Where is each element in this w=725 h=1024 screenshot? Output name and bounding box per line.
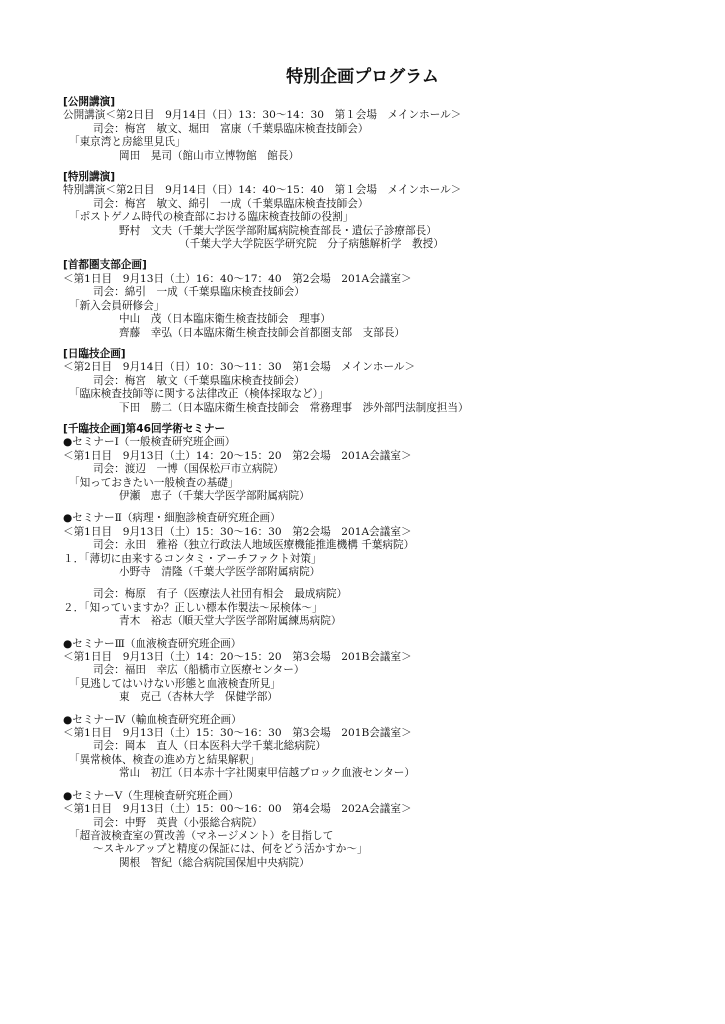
section-heading: [公開講演] [63,96,116,108]
seminar-5 [63,790,683,870]
speaker: 中山 茂（日本臨床衛生検査技師会 理事） [119,313,331,326]
session-info: ＜第1日目 9月13日（土）15：00～16：00 第4会場 202A会議室＞ [63,803,412,816]
seminar-2 [63,512,683,628]
chair: 司会：中野 英貴（小張総合病院） [93,816,263,829]
chair: 司会：永田 雅裕（独立行政法人地域医療機能推進機構 千葉病院） [93,539,415,552]
speaker: 関根 智紀（総合病院国保旭中央病院） [119,856,310,869]
session-info: ＜第1日目 9月13日（土）15：30～16：30 第2会場 201A会議室＞ [63,525,412,538]
speaker: 青木 裕志（順天堂大学医学部附属練馬病院） [119,615,342,628]
section-seminars [63,423,683,870]
seminar-3 [63,638,683,705]
lecture-title: 「東京湾と房総里見氏」 [69,136,186,149]
speaker: 下田 勝二（日本臨床衛生検査技師会 常務理事 渉外部門法制度担当） [119,401,469,414]
section-special-lecture [63,171,683,251]
lecture-title: １．「薄切に由来するコンタミ・アーチファクト対策」 [63,552,322,565]
lecture-title: 「知っておきたい一般検査の基礎」 [69,476,239,489]
lecture-title: 「見逃してはいけない形態と血液検査所見」 [69,677,281,690]
section-metropolitan-branch [63,259,683,339]
session-info: ＜第1日目 9月13日（土）14：20～15：20 第3会場 201B会議室＞ [63,651,412,664]
lecture-title: 「異常検体、検査の進め方と結果解釈」 [69,753,260,766]
seminar-title: ●セミナーⅤ（生理検査研究班企画） [63,789,239,802]
program-document [63,96,683,878]
lecture-subtitle: ～スキルアップと精度の保証には、何をどう活かすか～」 [93,843,368,856]
chair: 司会：渡辺 一博（国保松戸市立病院） [93,463,284,476]
speaker: 齊藤 幸弘（日本臨床衛生検査技師会首都圏支部 支部長） [119,326,406,339]
lecture-title: ２．「知っていますか？正しい標本作製法～尿検体～」 [63,601,323,614]
lecture-title: 「超音波検査室の質改善（マネージメント）を目指して [69,829,334,842]
session-info: ＜第1日目 9月13日（土）16：40～17：40 第2会場 201A会議室＞ [63,272,412,285]
section-public-lecture [63,96,683,163]
session-info: ＜第1日目 9月13日（土）14：20～15：20 第2会場 201A会議室＞ [63,449,412,462]
chair: 司会：梅原 有子（医療法人社団有相会 最成病院） [93,588,348,601]
chair: 司会：梅宮 敏文、綿引 一成（千葉県臨床検査技師会） [93,197,369,210]
speaker: 野村 文夫（千葉大学医学部附属病院検査部長・遺伝子診療部長） [119,224,437,237]
seminar-1 [63,436,683,503]
chair: 司会：岡本 直人（日本医科大学千葉北総病院） [93,740,327,753]
section-heading: [特別講演] [63,171,116,184]
lecture-title: 「新入会員研修会」 [69,299,165,312]
section-heading: [千臨技企画]第46回学術セミナー [63,422,226,435]
speaker: 伊瀬 恵子（千葉大学医学部附属病院） [119,489,310,502]
lecture-title: 「ポストゲノム時代の検査部における臨床検査技師の役割」 [69,211,354,224]
page-title: 特別企画プログラム [286,67,439,87]
session-info: 公開講演＜第2日目 9月14日（日）13：30～14：30 第１会場 メインホール＞ [63,109,462,122]
section-heading: [首都圏支部企画] [63,259,147,272]
speaker: 岡田 晃司（館山市立博物館 館長） [119,149,300,162]
seminar-4 [63,714,683,781]
chair: 司会：福田 幸広（船橋市立医療センター） [93,664,305,677]
section-jamt [63,348,683,415]
speaker: 東 克己（杏林大学 保健学部） [119,691,278,704]
chair: 司会：梅宮 敏文（千葉県臨床検査技師会） [93,374,305,387]
session-info: 特別講演＜第2日目 9月14日（日）14：40～15：40 第１会場 メインホール＞ [63,184,462,197]
speaker: 常山 初江（日本赤十字社関東甲信越ブロック血液センター） [119,767,415,780]
speaker-affiliation: （千葉大学大学院医学研究院 分子病態解析学 教授） [179,238,444,251]
session-info: ＜第2日目 9月14日（日）10：30～11：30 第1会場 メインホール＞ [63,361,416,374]
lecture-title: 「臨床検査技師等に関する法律改正（検体採取など）」 [69,388,329,401]
seminar-title: ●セミナーⅡ（病理・細胞診検査研究班企画） [63,512,281,525]
speaker: 小野寺 清隆（千葉大学医学部附属病院） [119,566,321,578]
chair: 司会：綿引 一成（千葉県臨床検査技師会） [93,286,305,299]
seminar-title: ●セミナーⅣ（輸血検査研究班企画） [63,713,242,726]
seminar-title: ●セミナーⅠ（一般検査研究班企画） [63,436,236,449]
seminar-title: ●セミナーⅢ（血液検査研究班企画） [63,637,242,650]
session-info: ＜第1日目 9月13日（土）15：30～16：30 第3会場 201B会議室＞ [63,727,412,740]
chair: 司会：梅宮 敏文、堀田 富康（千葉県臨床検査技師会） [93,122,369,135]
section-heading: [日臨技企画] [63,347,126,360]
